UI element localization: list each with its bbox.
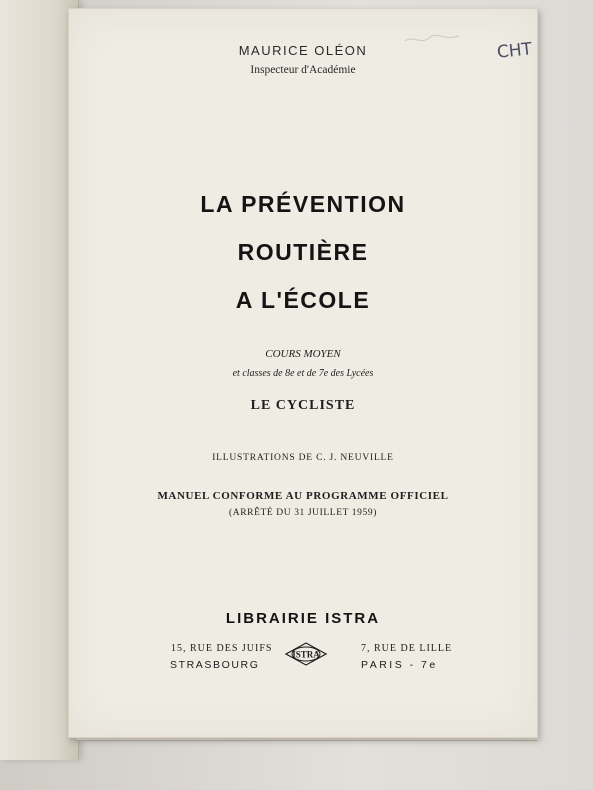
publisher-address-right-street: 7, RUE DE LILLE xyxy=(361,643,453,654)
author-role: Inspecteur d'Académie xyxy=(250,64,356,76)
title-line-1: LA PRÉVENTION xyxy=(200,191,406,217)
publisher-name: LIBRAIRIE ISTRA xyxy=(225,610,381,627)
publisher-address-left-city: STRASBOURG xyxy=(170,659,260,671)
publisher-address-right-city: PARIS - 7e xyxy=(361,659,438,671)
book-subtitle: LE CYCLISTE xyxy=(250,398,356,413)
author-name: MAURICE OLÉON xyxy=(238,43,368,58)
logo-text: ISTRA xyxy=(292,649,320,660)
course-level: COURS MOYEN xyxy=(265,348,341,360)
title-page xyxy=(68,8,538,738)
title-line-3: A L'ÉCOLE xyxy=(235,287,371,313)
pencil-annotation: CHT xyxy=(496,39,533,63)
title-line-2: ROUTIÈRE xyxy=(237,239,369,265)
manual-statement: MANUEL CONFORME AU PROGRAMME OFFICIEL xyxy=(157,490,449,502)
illustrator-credit: ILLUSTRATIONS DE C. J. NEUVILLE xyxy=(212,453,394,463)
publisher-address-left-street: 15, RUE DES JUIFS xyxy=(171,643,273,654)
publisher-logo-icon xyxy=(283,641,329,667)
decree-date: (ARRÊTÉ DU 31 JUILLET 1959) xyxy=(229,508,377,518)
course-classes: et classes de 8e et de 7e des Lycées xyxy=(232,368,374,379)
